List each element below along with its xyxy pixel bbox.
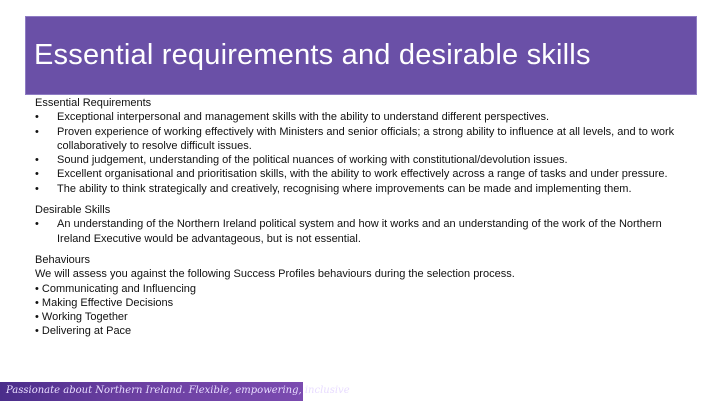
list-item: • Communicating and Influencing <box>35 282 196 295</box>
bullet-glyph: • <box>35 111 39 124</box>
list-item <box>35 153 695 167</box>
behaviours-list <box>35 282 695 339</box>
bullet-glyph: • <box>35 218 39 231</box>
desirable-heading: Desirable Skills <box>35 204 111 217</box>
list-item <box>35 125 695 154</box>
bullet-glyph: • <box>35 182 39 195</box>
list-item-text: Exceptional interpersonal and management skills with the ability to understand different perspectives. <box>57 111 550 124</box>
footer-slogan: Passionate about Northern Ireland. Flexible, empowering, inclusive <box>6 385 350 396</box>
behaviours-intro: We will assess you against the following Success Profiles behaviours during the selection process. <box>35 268 515 281</box>
list-item <box>35 217 695 246</box>
title-bar <box>25 16 697 95</box>
list-item: • Delivering at Pace <box>35 325 132 338</box>
behaviours-heading: Behaviours <box>35 253 91 266</box>
list-item: • Working Together <box>35 311 128 324</box>
footer-banner <box>0 382 350 401</box>
slide-content <box>35 96 695 339</box>
desirable-list <box>35 217 695 246</box>
list-item-text: Proven experience of working effectively with Ministers and senior officials; a strong ability to influence at all levels, and to work collaboratively to resolve difficult issues. <box>57 125 675 152</box>
bullet-glyph: • <box>35 125 39 138</box>
list-item-text: An understanding of the Northern Ireland political system and how it works and an understanding of the work of the Northern Ireland Executive would be advantageous, but is not essential. <box>57 218 662 245</box>
list-item-text: The ability to think strategically and creatively, recognising where improvements can be made and implementing them. <box>57 182 632 195</box>
list-item <box>35 182 695 196</box>
bullet-glyph: • <box>35 168 39 181</box>
list-item <box>35 110 695 124</box>
list-item-text: Sound judgement, understanding of the political nuances of working with constitutional/devolution issues. <box>57 154 568 167</box>
list-item-text: Excellent organisational and prioritisation skills, with the ability to work effectively across a range of tasks and under pressure. <box>57 168 668 181</box>
list-item <box>35 167 695 181</box>
essential-heading: Essential Requirements <box>35 97 152 109</box>
list-item: • Making Effective Decisions <box>35 296 174 309</box>
page-title: Essential requirements and desirable skills <box>34 39 591 71</box>
bullet-glyph: • <box>35 154 39 167</box>
essential-list <box>35 110 695 196</box>
